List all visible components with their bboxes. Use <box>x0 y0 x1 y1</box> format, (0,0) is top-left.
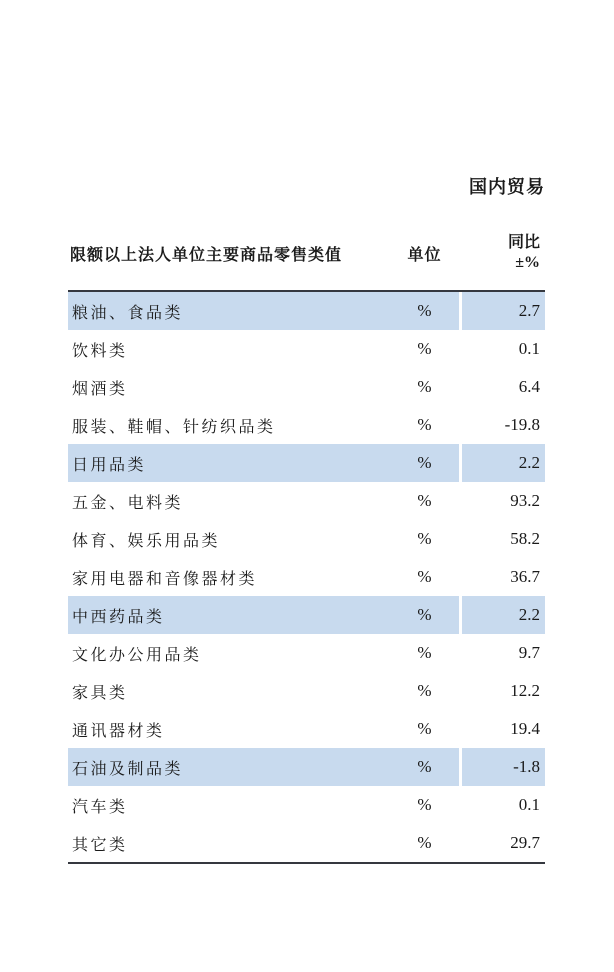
category-cell: 石油及制品类 <box>72 760 184 778</box>
category-cell: 体育、娱乐用品类 <box>72 532 221 550</box>
header-yoy-line1: 同比 <box>507 234 540 251</box>
category-cell: 家用电器和音像器材类 <box>72 570 258 588</box>
table-row <box>68 292 545 330</box>
unit-cell: % <box>417 605 432 624</box>
table-row <box>68 482 545 520</box>
table-row <box>68 330 545 368</box>
row-left-group <box>68 786 459 824</box>
unit-cell: % <box>417 415 432 434</box>
value-cell: 6.4 <box>518 377 540 396</box>
section-label: 国内贸易 <box>469 177 545 197</box>
unit-cell: % <box>417 567 432 586</box>
value-cell: 2.2 <box>462 596 545 634</box>
value-cell: -1.8 <box>462 748 545 786</box>
row-left-group <box>68 596 459 634</box>
table-row <box>68 824 545 862</box>
category-cell: 粮油、食品类 <box>72 304 184 322</box>
unit-cell: % <box>417 491 432 510</box>
category-cell: 通讯器材类 <box>72 722 165 740</box>
row-left-group <box>68 748 459 786</box>
row-left-group <box>68 824 459 862</box>
table-row <box>68 368 545 406</box>
unit-cell: % <box>417 339 432 358</box>
unit-cell: % <box>417 453 432 472</box>
value-cell: 93.2 <box>510 491 540 510</box>
table-row <box>68 634 545 672</box>
row-left-group <box>68 406 459 444</box>
header-unit: 单位 <box>407 246 442 264</box>
category-cell: 烟酒类 <box>72 380 128 398</box>
value-cell: 58.2 <box>510 529 540 548</box>
table-row <box>68 748 545 786</box>
header-category: 限额以上法人单位主要商品零售类值 <box>70 246 343 264</box>
unit-cell: % <box>417 643 432 662</box>
value-cell: 0.1 <box>518 339 540 358</box>
header-yoy-line2: ±% <box>515 254 540 271</box>
row-left-group <box>68 330 459 368</box>
row-left-group <box>68 368 459 406</box>
row-left-group <box>68 292 459 330</box>
table-row <box>68 596 545 634</box>
unit-cell: % <box>417 719 432 738</box>
unit-cell: % <box>417 833 432 852</box>
unit-cell: % <box>417 529 432 548</box>
retail-table <box>68 222 545 864</box>
row-left-group <box>68 710 459 748</box>
value-cell: 0.1 <box>518 795 540 814</box>
value-cell: 19.4 <box>510 719 540 738</box>
table-row <box>68 406 545 444</box>
table-row <box>68 710 545 748</box>
value-cell: 2.2 <box>462 444 545 482</box>
category-cell: 文化办公用品类 <box>72 646 202 664</box>
unit-cell: % <box>417 681 432 700</box>
row-left-group <box>68 444 459 482</box>
table-row <box>68 786 545 824</box>
row-left-group <box>68 558 459 596</box>
unit-cell: % <box>417 757 432 776</box>
category-cell: 五金、电料类 <box>72 494 184 512</box>
header-yoy <box>462 233 545 273</box>
table-row <box>68 558 545 596</box>
row-left-group <box>68 634 459 672</box>
value-cell: 12.2 <box>510 681 540 700</box>
category-cell: 服装、鞋帽、针纺织品类 <box>72 418 276 436</box>
value-cell: 9.7 <box>518 643 540 662</box>
category-cell: 中西药品类 <box>72 608 165 626</box>
category-cell: 家具类 <box>72 684 128 702</box>
unit-cell: % <box>417 377 432 396</box>
category-cell: 饮料类 <box>72 342 128 360</box>
row-left-group <box>68 672 459 710</box>
table-row <box>68 520 545 558</box>
value-cell: 29.7 <box>510 833 540 852</box>
category-cell: 其它类 <box>72 836 128 854</box>
value-cell: 2.7 <box>462 292 545 330</box>
value-cell: -19.8 <box>504 415 540 434</box>
row-left-group <box>68 482 459 520</box>
category-cell: 汽车类 <box>72 798 128 816</box>
unit-cell: % <box>417 795 432 814</box>
value-cell: 36.7 <box>510 567 540 586</box>
table-row <box>68 672 545 710</box>
category-cell: 日用品类 <box>72 456 147 474</box>
row-left-group <box>68 520 459 558</box>
unit-cell: % <box>417 301 432 320</box>
table-row <box>68 444 545 482</box>
table-header <box>68 222 545 292</box>
table-body <box>68 292 545 864</box>
